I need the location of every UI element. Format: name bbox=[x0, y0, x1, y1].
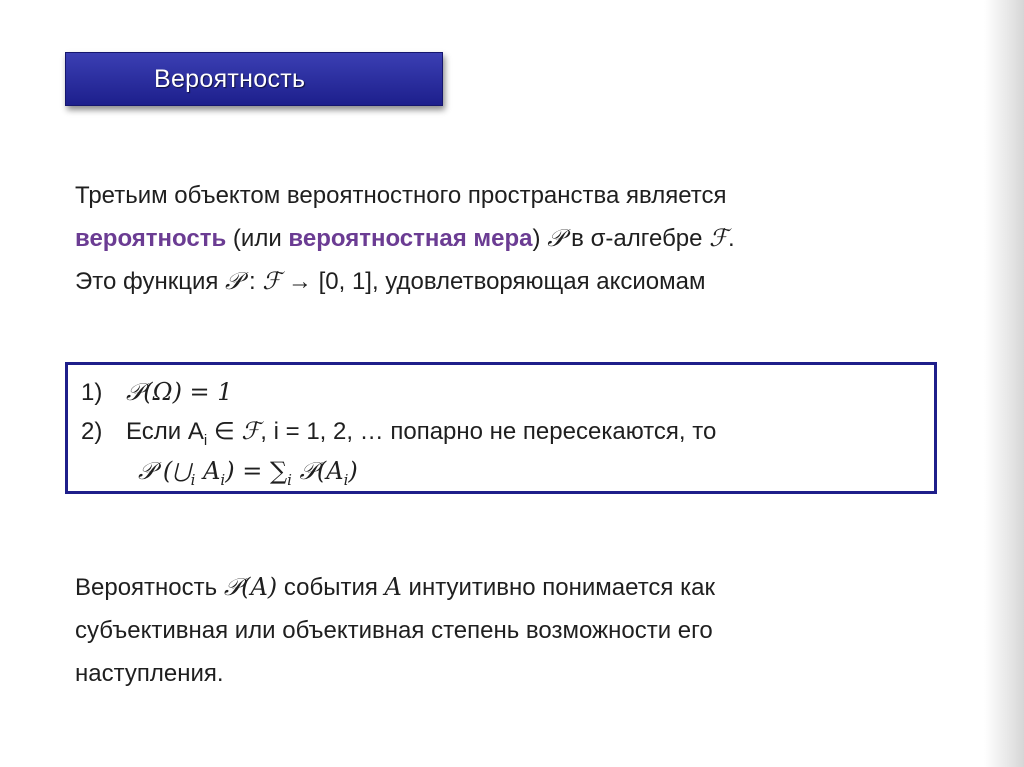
intro-line-1: Третьим объектом вероятностного пространства является bbox=[75, 182, 727, 209]
term-probability: вероятность bbox=[75, 225, 227, 252]
term-probability-measure: вероятностная мера bbox=[288, 225, 533, 252]
intuition-line-2: субъективная или объективная степень возможности его bbox=[75, 617, 713, 644]
symbol-F: ℱ bbox=[709, 224, 729, 252]
title-banner bbox=[65, 52, 443, 106]
intuition-line-1: Вероятность 𝒫(A) события A интуитивно понимается как bbox=[75, 573, 715, 601]
intro-line-3: Это функция 𝒫 : ℱ → [0, 1], удовлетворяющая аксиомам bbox=[75, 267, 706, 295]
axiom-2: 2) Если $A_i$ ∈ ℱ, i = 1, 2, … попарно не пересекаются, то bbox=[81, 417, 717, 449]
axiom-1-formula: 𝒫(Ω) = 1 bbox=[126, 378, 233, 406]
symbol-P: 𝒫 bbox=[547, 224, 565, 252]
slide-edge-shadow bbox=[984, 0, 1024, 767]
axiom-2-formula: 𝒫 ($⋃_i$ $A_i) = \sum_i$ $𝒫(A_i)$ bbox=[138, 457, 358, 489]
intuition-paragraph bbox=[75, 566, 715, 695]
axiom-1-number: 1) bbox=[81, 379, 103, 406]
slide-title: Вероятность bbox=[154, 65, 306, 93]
intro-paragraph bbox=[75, 174, 735, 303]
axiom-2-number: 2) bbox=[81, 418, 103, 445]
intuition-line-3: наступления. bbox=[75, 660, 224, 687]
axiom-1 bbox=[81, 378, 233, 407]
intro-line-2: вероятность (или вероятностная мера) 𝒫 в σ-алгебре ℱ. bbox=[75, 224, 735, 252]
axioms-box bbox=[65, 362, 937, 494]
